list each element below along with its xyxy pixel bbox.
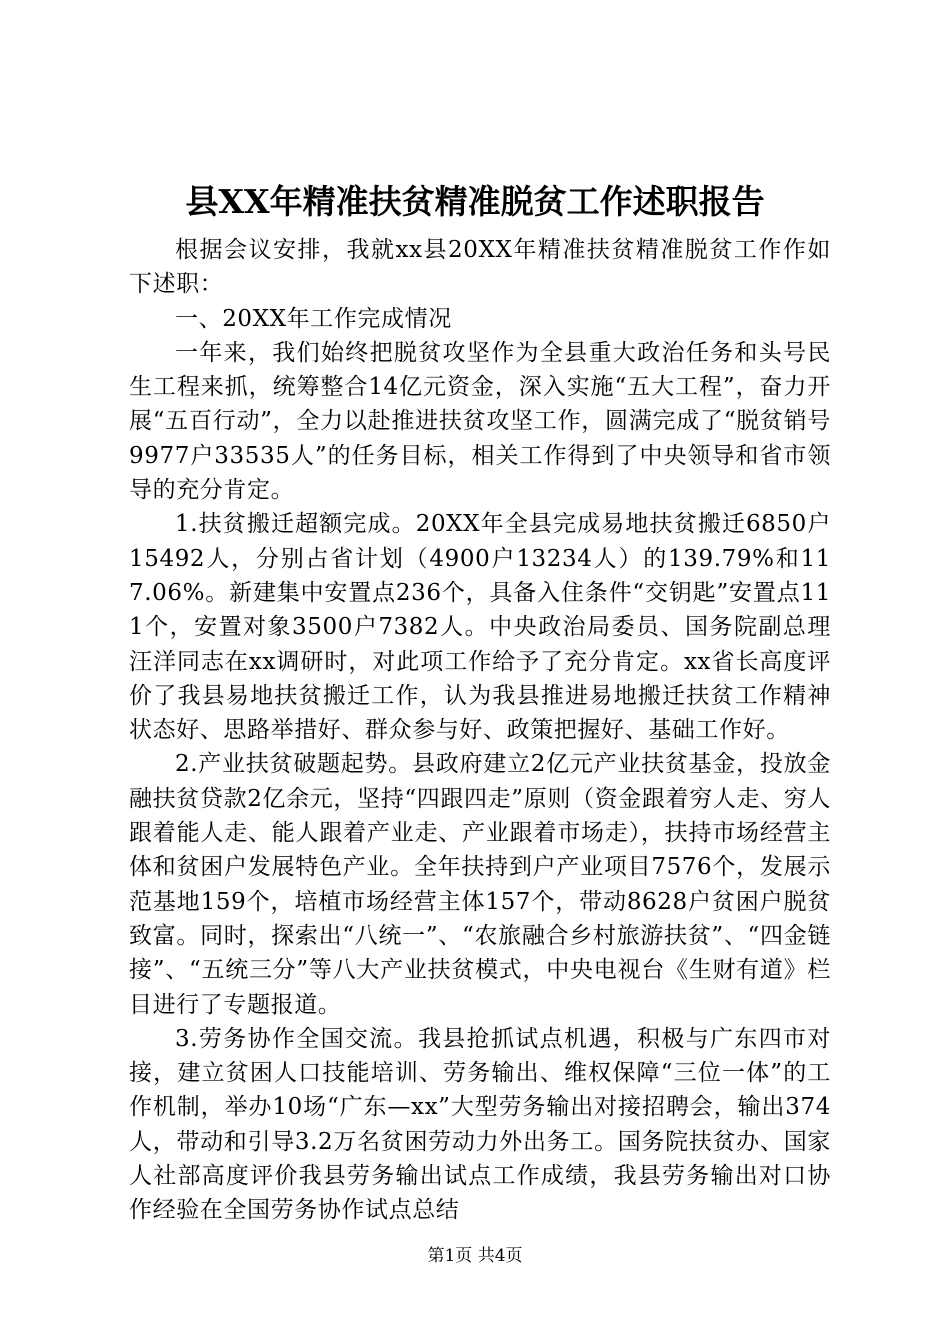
section-heading: 一、20XX年工作完成情况 <box>175 305 452 332</box>
document-body <box>129 233 831 1228</box>
page-number-footer: 第1页 共4页 <box>427 1246 523 1266</box>
paragraph-summary: 一年来，我们始终把脱贫攻坚作为全县重大政治任务和头号民生工程来抓，统筹整合14亿元资金，深入实施“五大工程”，奋力开展“五百行动”，全力以赴推进扶贫攻坚工作，圆满完成了“脱贫销号9977户33535人”的任务目标，相关工作得到了中央领导和省市领导的充分肯定。 <box>129 339 831 504</box>
paragraph-labor: 3.劳务协作全国交流。我县抢抓试点机遇，积极与广东四市对接，建立贫困人口技能培训、劳务输出、维权保障“三位一体”的工作机制，举办10场“广东—xx”大型劳务输出对接招聘会，输出374人，带动和引导3.2万名贫困劳动力外出务工。国务院扶贫办、国家人社部高度评价我县劳务输出试点工作成绩，我县劳务输出对口协作经验在全国劳务协作试点总结 <box>129 1025 831 1224</box>
paragraph-industry: 2.产业扶贫破题起势。县政府建立2亿元产业扶贫基金，投放金融扶贫贷款2亿余元，坚持“四跟四走”原则（资金跟着穷人走、穷人跟着能人走、能人跟着产业走、产业跟着市场走），扶持市场经营主体和贫困户发展特色产业。全年扶持到户产业项目7576个，发展示范基地159个，培植市场经营主体157个，带动8628户贫困户脱贫致富。同时，探索出“八统一”、“农旅融合乡村旅游扶贫”、“四金链接”、“五统三分”等八大产业扶贫模式，中央电视台《生财有道》栏目进行了专题报道。 <box>129 751 831 1018</box>
paragraph-intro: 根据会议安排，我就xx县20XX年精准扶贫精准脱贫工作作如下述职： <box>129 237 831 298</box>
paragraph-relocation: 1.扶贫搬迁超额完成。20XX年全县完成易地扶贫搬迁6850户15492人，分别占省计划（4900户13234人）的139.79%和117.06%。新建集中安置点236个，具备入住条件“交钥匙”安置点111个，安置对象3500户7382人。中央政治局委员、国务院副总理汪洋同志在xx调研时，对此项工作给予了充分肯定。xx省长高度评价了我县易地扶贫搬迁工作，认为我县推进易地搬迁扶贫工作精神状态好、思路举措好、群众参与好、政策把握好、基础工作好。 <box>129 511 831 744</box>
document-title: 县XX年精准扶贫精准脱贫工作述职报告 <box>185 182 765 221</box>
